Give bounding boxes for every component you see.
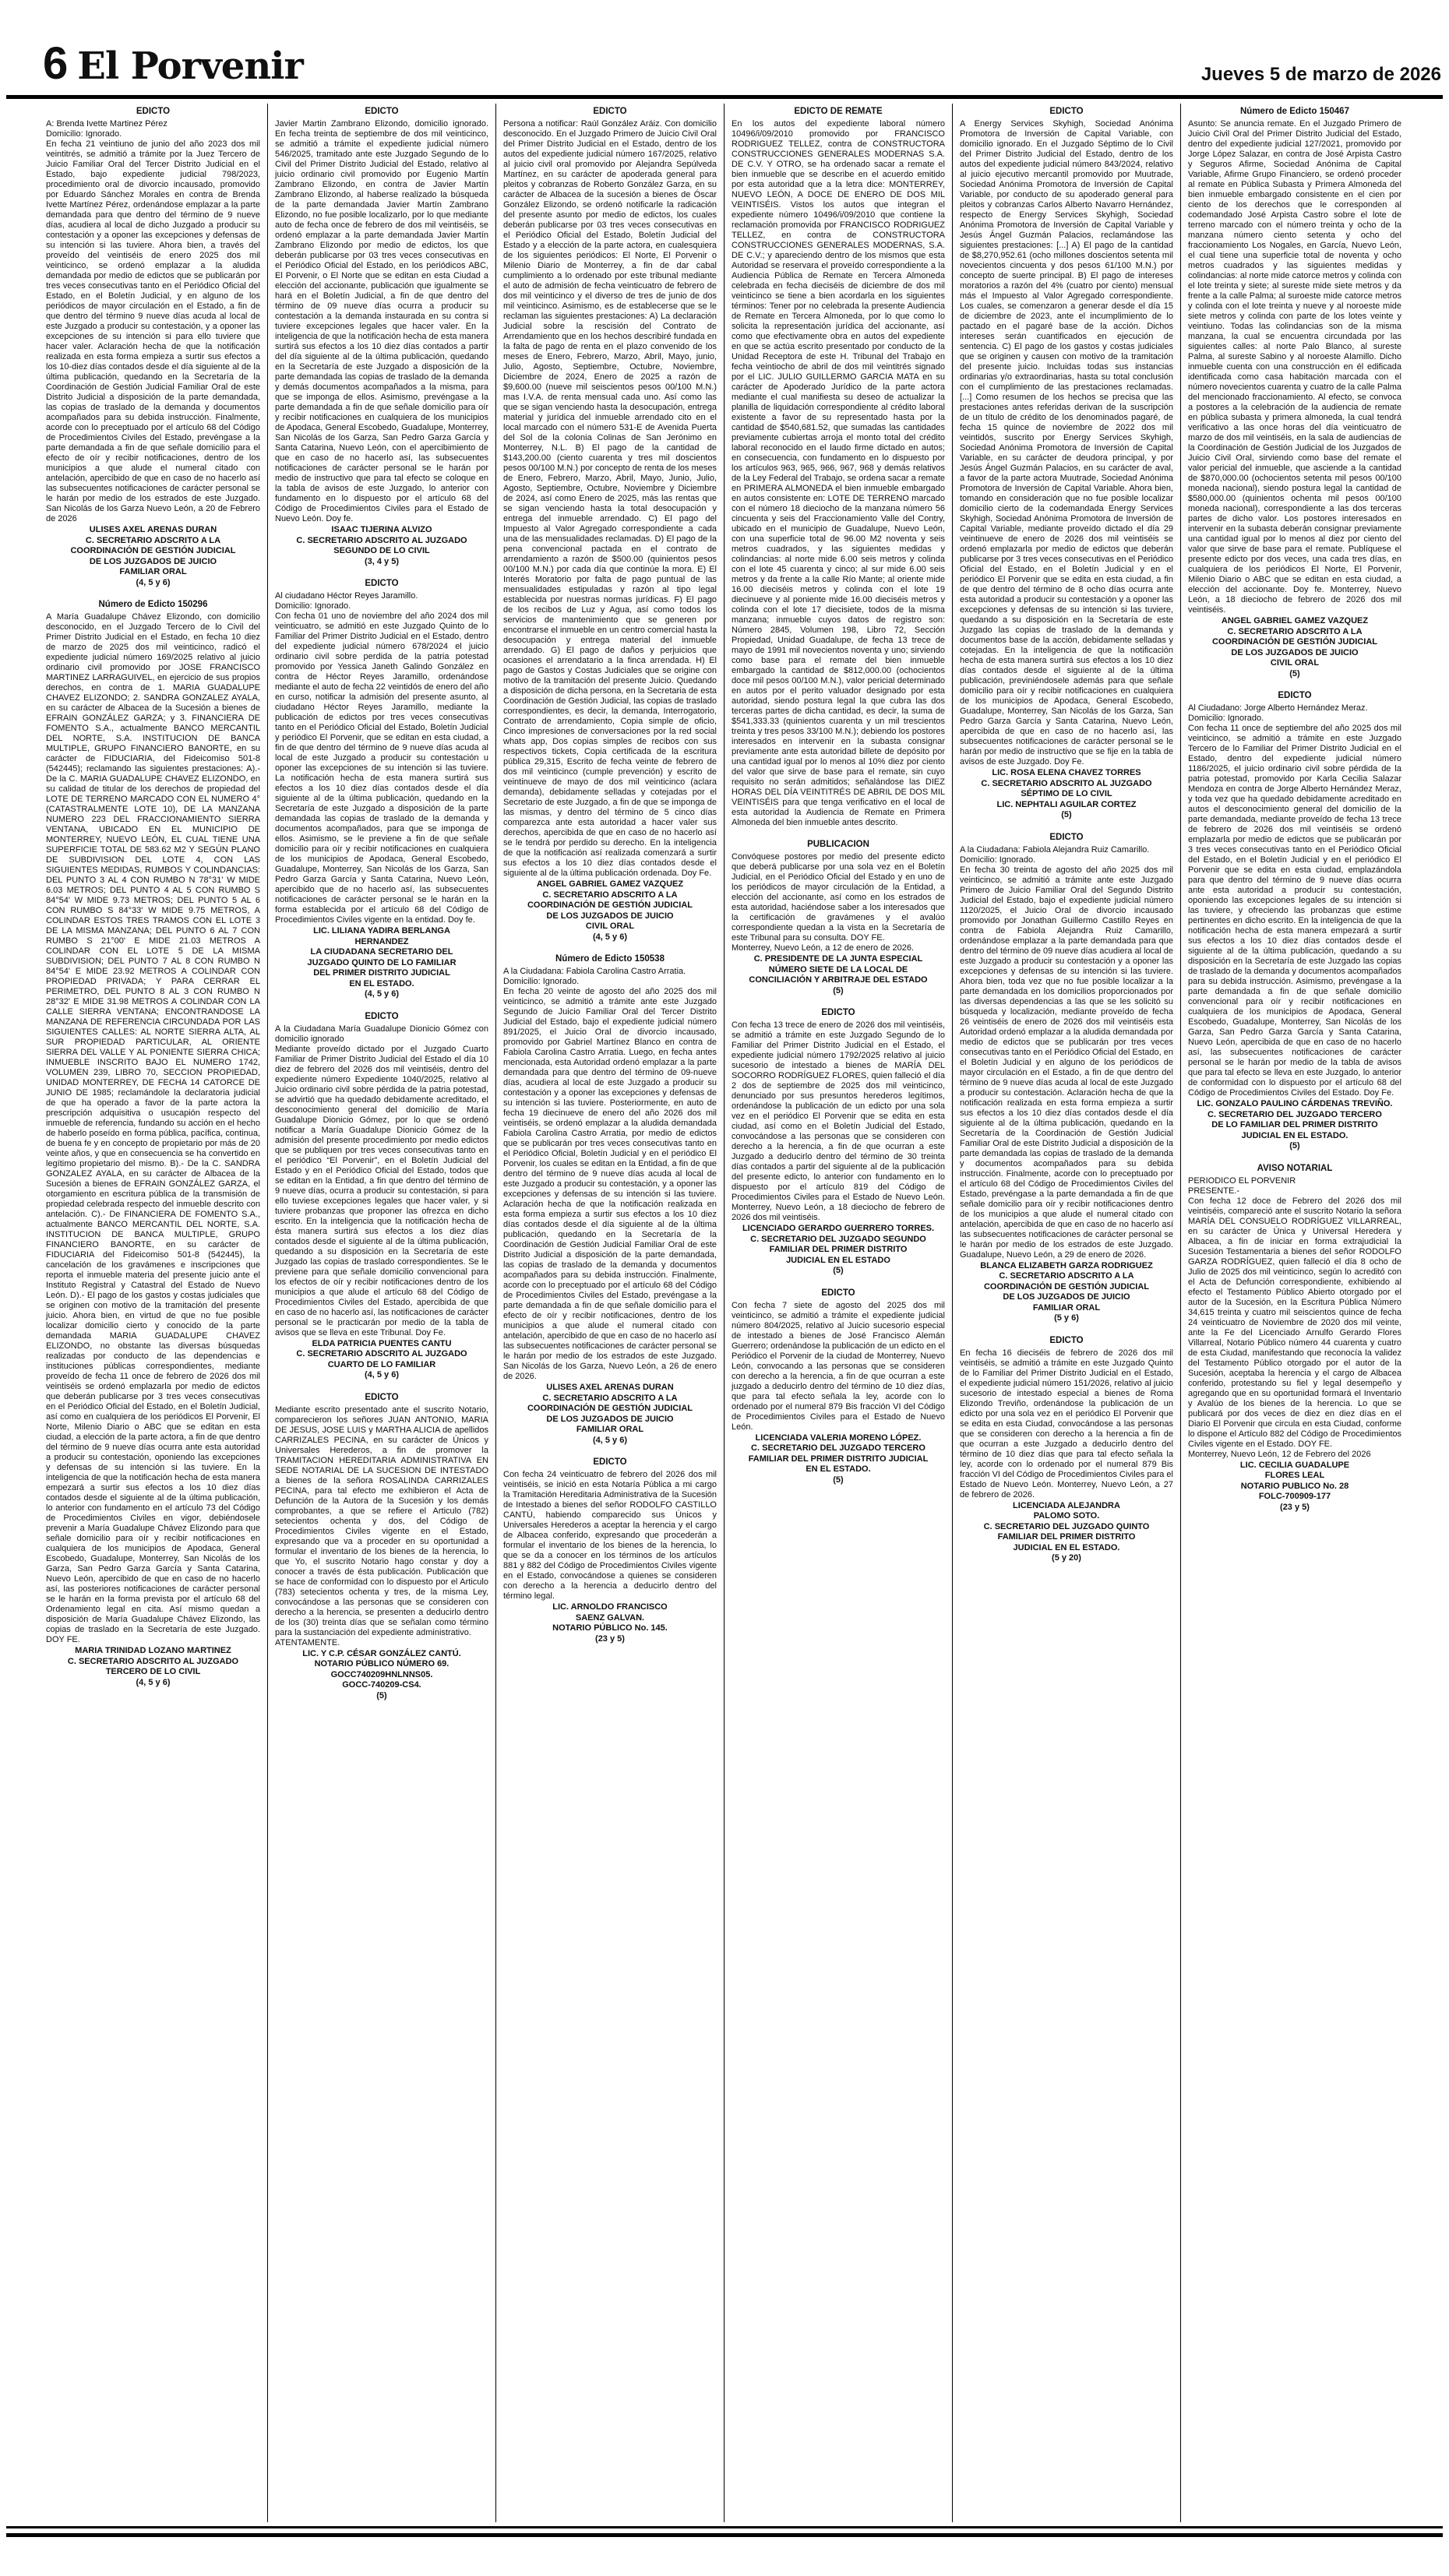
edicto-paragraph: En fecha 16 dieciséis de febrero de 2026 dos mil veintiséis, se admitió a trámite en este Juzgado Quinto de lo Familiar del Primer Distrito Judicial en el Estado, el expediente judicial número 151/2026, relativo al juicio sucesorio de intestado especial a bienes de Roma Elizondo Treviño, ordenándose la publicación de un edicto por una sola vez en el periódico El Porvenir que se edita en esta Ciudad, convocándose a las personas que se consideren con derecho a la herencia a fin de que ocurran a este Juzgado a deducirlo dentro del término de 10 diez días que para tal efecto señala la ley, acorde con lo ordenado por el numeral 879 Bis fracción VI del Código de Procedimientos Civiles para el Estado de Nuevo León. Monterrey, Nuevo León, a 27 de febrero de 2026. <box>960 1348 1173 1499</box>
edicto-paragraph: En fecha 20 veinte de agosto del año 2025 dos mil veinticinco, se admitió a trámite ante este Juzgado Segundo de Juicio Familiar Oral del Tercer Distrito Judicial del Estado, bajo el expediente judicial número 891/2025, el Juicio Oral de divorcio incausado, promovido por Gabriel Martínez Blanco en contra de Fabiola Carolina Castro Arratia. Luego, en fecha antes mencionada, esta Autoridad ordenó emplazar a la parte demandada para que dentro del término de 09-nueve días, acudiera al local de este Juzgado a producir su contestación y a oponer las excepciones y defensas de su intención si las tuviere. Posteriormente, en auto de fecha 19 diecinueve de enero del año 2026 dos mil veintiséis, se ordenó emplazar a la aludida demandada Fabiola Carolina Castro Arratia, por medio de edictos que se publicarán por tres veces consecutivas tanto en el Periódico Oficial, Boletín Judicial y en el periódico El Porvenir, los cuales se editan en la Entidad, a fin de que dentro del término de 9 nueve días acuda al local de este Juzgado a producir su contestación, y a oponer las excepciones y defensas de su intención si las tuviere. Aclaración hecha de que la notificación realizada en esta forma empieza a surtir sus efectos a los 10 diez días contados desde el día siguiente al de la última publicación, quedando en la Secretaría de la Coordinación de Gestión Judicial Familiar Oral de este Distrito Judicial a disposición de la parte demandada, las copias de traslado de la demanda y documentos acompañados para su debida instrucción. Finalmente, acorde con lo preceptuado por el artículo 68 del Código de Procedimientos Civiles del Estado, prevéngase a la parte demandada a fin de que señale domicilio para el efecto de oír y recibir notificaciones, dentro de los municipios a que alude el numeral citado con antelación, apercibido de que en caso de no hacerlo así las subsecuentes notificaciones de carácter personal se le harán por medio de los estrados de este Juzgado. San Nicolás de los Garza, Nuevo León, a 26 de enero de 2026. <box>503 987 717 1381</box>
edicto-paragraph: Con fecha 24 veinticuatro de febrero del 2026 dos mil veintiséis, se inició en esta Notaría Pública a mi cargo la Tramitación Hereditaria Administrativa de la Sucesión de Intestado a bienes del señor RODOLFO CASTILLO CANTÚ, habiendo comparecido sus Únicos y Universales Herederos a aceptar la herencia y el cargo de Albacea conferido, expresando que procederán a formular el inventario de los bienes de la herencia, lo que se da a conocer en los términos de los artículos 881 y 882 del Código de Procedimientos Civiles vigente en el Estado, convocándose a quienes se consideren con derecho a la herencia a deducirlo dentro del término legal. <box>503 1470 717 1601</box>
edicto-column-4 <box>724 104 952 2522</box>
edicto-signature: LICENCIADO GERARDO GUERRERO TORRES. C. SECRETARIO DEL JUZGADO SEGUNDO FAMILIAR DEL PRIMER DISTRITO JUDICIAL EN EL ESTADO (5) <box>742 1224 935 1275</box>
edicto-paragraph: Mediante escrito presentado ante el suscrito Notario, comparecieron los señores JUAN ANTONIO, MARIA DE JESUS, JOSE LUIS y MARTHA ALICIA de apellidos CARRIZALES PECINA, en su carácter de Únicos y Universales Herederos, a fin de promover la TRAMITACION HEREDITARIA ADMINISTRATIVA EN SEDE NOTARIAL DE LA SUCESION DE INTESTADO a bienes de la señora ROSALINDA CARRIZALES PECINA, para tal efecto me exhibieron el Acta de Defunción de la Autora de la Sucesión y los demás comprobantes, a que se refiere el Articulo (782) setecientos ochenta y dos, del Código de Procedimientos Civiles vigente en el Estado, expresando que va a proceder en su oportunidad a formular el inventario de los bienes de la herencia, lo que Yo, el suscrito Notario hago constar y doy a conocer a través de ésta publicación. Publicación que se hace de conformidad con lo dispuesto por el Articulo (783) setecientos ochenta y tres, de la misma Ley, convocándose a las personas que se consideren con derecho a la herencia, se presenten a deducirlo dentro de los (30) treinta días que se señalan como término para la sustanciación del expediente administrativo. <box>275 1404 488 1637</box>
edicto-column-1 <box>39 104 267 2522</box>
edicto-heading: PUBLICACION <box>807 840 869 849</box>
edicto-signature: BLANCA ELIZABETH GARZA RODRIGUEZ C. SECRETARIO ADSCRITO A LA COORDINACIÓN DE GESTIÓN JUDICIAL DE LOS JUZGADOS DE JUICIO FAMILIAR ORAL (5 y 6) <box>980 1260 1153 1323</box>
footer-rule-thin <box>6 2526 1443 2528</box>
edicto-heading: EDICTO <box>365 579 399 588</box>
edicto-paragraph: Con fecha 11 once de septiembre del año 2025 dos mil veinticinco, se admitió a trámite en este Juzgado Tercero de lo Familiar del Primer Distrito Judicial en el Estado, dentro del expediente judicial número 1186/2025, el juicio ordinario civil sobre pérdida de la patria potestad, promovido por Karla Cecilia Salazar Mendoza en contra de Jorge Alberto Hernández Meraz, y toda vez que ha quedado debidamente acreditado en autos el desconocimiento general del domicilio de la parte demandada, mediante proveído de fecha 13 trece de febrero de 2026 dos mil veintiséis se ordenó emplazarla por medio de edictos que se publicarán por 3 tres veces consecutivas tanto en el Periódico Oficial del Estado, en el Boletín Judicial y en el periódico El Porvenir que se edita en esta ciudad, emplazándola para que dentro del término de 9 nueve días ocurra ante esta autoridad a producir su contestación, oponiendo las excepciones legales de su intención si las tuviere, y ofreciendo las probanzas que estime pertinentes en dicho escrito. En la inteligencia de que la notificación hecha de esta manera empezará a surtir sus efectos a los 10 diez días contados desde el siguiente al de la última publicación, quedando a su disposición en la Secretaría de este Juzgado las copias de traslado de la demanda y documentos acompañados para su debida instrucción. Asimismo, prevéngase a la parte demandada a fin de que señale domicilio convencional para oír y recibir notificaciones en cualquiera de los municipios de Apodaca, General Escobedo, Guadalupe, Monterrey, San Nicolás de los Garza, San Pedro Garza García y Santa Catarina, Nuevo León, apercibida de que en caso de no hacerlo así, las subsecuentes notificaciones de carácter personal se le harán por medio de la tabla de avisos que para tal efecto se lleva en este Juzgado, lo anterior de conformidad con lo dispuesto por el artículo 68 del Código de Procedimientos Civiles del Estado. Doy Fe. <box>1188 724 1401 1098</box>
edicto-signature: ULISES AXEL ARENAS DURAN C. SECRETARIO ADSCRITO A LA COORDINACIÓN DE GESTIÓN JUDICIAL DE LOS JUZGADOS DE JUICIO FAMILIAR ORAL (4, 5 y 6) <box>70 525 236 587</box>
edicto-column-6 <box>1180 104 1408 2522</box>
edicto-signature: ELDA PATRICIA PUENTES CANTU C. SECRETARIO ADSCRITO AL JUZGADO CUARTO DE LO FAMILIAR (4, 5 y 6) <box>296 1338 467 1380</box>
edicto-paragraph: En fecha 21 veintiuno de junio del año 2023 dos mil veintitrés, se admitió a trámite por la Juez Tercero de Juicio Familiar Oral del Tercer Distrito Judicial en el Estado, bajo expediente judicial 798/2023, procedimiento oral de divorcio incausado, promovido por Eduardo Sánchez Morales en contra de Brenda Ivette Martínez Pérez, ordenándose emplazar a la parte demandada para que dentro del término de 9 nueve días, acudiera al local de dicho Juzgado a producir su contestación y a oponer las excepciones y defensas de su intención si las tuviere. Ahora bien, a través del proveído del veintiséis de enero 2025 dos mil veinticinco, se ordenó emplazar a la aludida demandada por medio de edictos que se publicarán por tres veces consecutivas tanto en el Periódico Oficial del Estado, en el Boletín Judicial, y en alguno de los periódicos de mayor circulación en el Estado, a fin de que dentro del término 9 nueve días acuda al local de este Juzgado a producir su contestación, y a oponer las excepciones de su intención si para ello tuviere que hacer valer. Aclaración hecha de que la notificación realizada en esta forma empieza a surtir sus efectos a los 10-diez días contados desde el día siguiente al de la última publicación, quedando en la Secretaría de la Coordinación de Gestión Judicial Familiar Oral de este Distrito Judicial a disposición de la parte demandada, las copias de traslado de la demanda y documentos acompañados para su debida instrucción. Finalmente, acorde con lo preceptuado por el artículo 68 del Código de Procedimientos Civiles del Estado, prevéngase a la parte demandada a fin de que señale domicilio para el efecto de oír y recibir notificaciones, dentro de los municipios a que alude el numeral citado con antelación, apercibido de que en caso de no hacerlo así las subsecuentes notificaciones de carácter personal se le harán por medio de los estrados de este Juzgado. San Nicolás de los Garza Nuevo León, a 20 de Febrero de 2026 <box>46 139 260 523</box>
edicto-paragraph: Domicilio: Ignorado. <box>275 601 351 611</box>
edicto-paragraph: Al Ciudadano: Jorge Alberto Hernández Meraz. <box>1188 703 1368 713</box>
issue-date: Jueves 5 de marzo de 2026 <box>1200 64 1441 85</box>
edicto-signature: LICENCIADA VALERIA MORENO LÓPEZ. C. SECRETARIO DEL JUZGADO TERCERO FAMILIAR DEL PRIMER DISTRITO JUDICIAL EN EL ESTADO. (5) <box>748 1432 929 1485</box>
header-rule <box>6 95 1443 99</box>
edicto-paragraph: PRESENTE.- <box>1188 1186 1240 1196</box>
edicto-heading: EDICTO DE REMATE <box>794 107 883 116</box>
edicto-signature: ANGEL GABRIEL GAMEZ VAZQUEZ C. SECRETARIO ADSCRITO A LA COORDINACIÓN DE GESTIÓN JUDICIAL DE LOS JUZGADOS DE JUICIO CIVIL ORAL (5) <box>1211 616 1378 678</box>
edicto-heading: EDICTO <box>821 1008 855 1017</box>
edicto-paragraph: En los autos del expediente laboral número 10496/i/09/2010 promovido por FRANCISCO RODRIGUEZ TELLEZ, contra de CONSTRUCTORA CONSTRUCCIONES GENERALES MODERNAS S.A. DE C.V. Y OTRO, se ha ordenado sacar a remate el bien inmueble que se describe en el acuerdo emitido por esta autoridad que a la letra dice: MONTERREY, NUEVO LEÓN, A DOCE DE ENERO DE DOS MIL VEINTISÉIS. Vistos los autos que integran el expediente número 10496/i/09/2010 que contiene la reclamación promovida por FRANCISCO RODRIGUEZ TELLEZ, en contra de CONSTRUCTORA CONSTRUCCIONES GENERALES MODERNAS, S.A. DE C.V.; y apareciendo dentro de los mismos que esta Autoridad se reservara el proveído correspondiente a la Audiencia Pública de Remate en Tercera Almoneda celebrada en fecha dieciséis de diciembre de dos mil veinticinco se tiene a bien acordarla en los siguientes términos: Tener por no celebrada la presente Audiencia de Remate en Tercera Almoneda, por lo que como lo solicita la representación jurídica del accionante, así como que efectivamente obra en autos del expediente en que se actúa escrito presentado por conducto de la Unidad Receptora de este H. Tribunal del Trabajo en fecha veintiocho de abril de dos mil veintitrés signado por el LIC. JULIO GUILLERMO GARCIA MATA en su carácter de Apoderado Jurídico de la parte actora mediante el cual manifiesta su deseo de actualizar la planilla de liquidación correspondiente al crédito laboral existente a favor de su representado hasta por la cantidad de $540,681.52, que sumadas las cantidades previamente cubiertas arroja el monto total del crédito laboral reconocido en el laudo firme dictado en autos; en consecuencia, con fundamento en lo dispuesto por los artículos 963, 965, 966, 967, 968 y demás relativos de la Ley Federal del Trabajo, se ordena sacar a remate en PRIMERA ALMONEDA el bien inmueble embargado en autos consistente en: LOTE DE TERRENO marcado con el número 18 dieciocho de la manzana número 56 cincuenta y seis del Fraccionamiento Valle del Contry, ubicado en el municipio de Guadalupe, Nuevo León, con una superficie total de 96.00 M2 noventa y seis metros cuadrados, y las siguientes medidas y colindancias: al norte mide 6.00 seis metros y colinda con el lote 45 cuarenta y cinco; al sur mide 6.00 seis metros y da frente a la calle Río Mante; al oriente mide 16.00 dieciséis metros y colinda con el lote 19 diecinueve y al poniente mide 16.00 dieciséis metros y colinda con el lote 17 diecisiete, todos de la misma manzana; inmueble cuyos datos de registro son: Número 2845, Volumen 198, Libro 72, Sección Propiedad, Unidad Guadalupe, de fecha 13 trece de mayo de 1991 mil novecientos noventa y uno; sirviendo como base para el remate del bien inmueble embargado la cantidad de $812,000.00 (ochocientos doce mil pesos 00/100 M.N.), valor pericial determinado en autos por el perito valuador designado por esta autoridad, siendo postura legal la que cubra las dos terceras partes de dicha cantidad, es decir, la suma de $541,333.33 (quinientos cuarenta y un mil trescientos treinta y tres pesos 33/100 M.N.); debiendo los postores interesados en intervenir en la subasta consignar previamente ante esta autoridad billete de depósito por una cantidad igual por lo menos al 10% diez por ciento del valor que sirve de base para el remate, sin cuyo requisito no serán admitidos; señalándose las DIEZ HORAS DEL DÍA VEINTITRÉS DE ABRIL DE DOS MIL VEINTISÉIS para que tenga verificativo en el local de esta autoridad la Audiencia de Remate en Primera Almoneda del bien inmueble antes descrito. <box>732 119 945 827</box>
edicto-paragraph: A María Guadalupe Chávez Elizondo, con domicilio desconocido, en el Juzgado Tercero de lo Civil del Primer Distrito Judicial en el Estado, en fecha 10 diez de marzo de 2025 dos mil veinticinco, radicó el expediente judicial número 169/2025 relativo al juicio ordinario civil promovido por JOSE FRANCISCO MARTINEZ LARRAGUIVEL, en ejercicio de sus propios derechos, en contra de 1. MARIA GUADALUPE CHAVEZ ELIZONDO; 2. SANDRA GONZALEZ AYALA, en su carácter de Albacea de la Sucesión a bienes de EFRAIN GONZÁLEZ GARZA; y 3. FINANCIERA DE FOMENTO S.A., actualmente BANCO MERCANTIL DEL NORTE, S.A. INSTITUCION DE BANCA MULTIPLE, GRUPO FINANCIERO BANORTE, en su carácter de FIDUCIARIA, del Fideicomiso 501-8 (542445); reclamando las siguientes prestaciones: A).- De la C. MARIA GUADALUPE CHAVEZ ELIZONDO, en su calidad de titular de los derechos de propiedad del LOTE DE TERRENO MARCADO CON EL NUMERO 4° (CATASTRALMENTE LOTE 10), DE LA MANZANA NUMERO 223 DEL FRACCIONAMIENTO SIERRA VENTANA, UBICADO EN EL MUNICIPIO DE MONTERREY, NUEVO LEÓN, EL CUAL TIENE UNA SUPERFICIE TOTAL DE 583.62 M2 Y SEGÚN PLANO DE SUBDIVISION DEL LOTE 4, CON LAS SIGUIENTES MEDIDAS, RUMBOS Y COLINDANCIAS: DEL PUNTO 3 AL 4 CON RUMBO N 78°31' W MIDE 6.03 METROS; DEL PUNTO 4 AL 5 CON RUMBO S 84°54' W MIDE 9.73 METROS; DEL PUNTO 5 AL 6 CON RUMBO S 84°33' W MIDE 9.75 METROS, A COLINDAR ESTOS TRES TRAMOS CON EL LOTE 3 DE LA MISMA MANZANA; DEL PUNTO 6 AL 7 CON RUMBO S 21°00' E MIDE 21.03 METROS A COLINDAR CON EL LOTE 5 DE LA MISMA SUBDIVISION; DEL PUNTO 7 AL 8 CON RUMBO N 84°54' E MIDE 23.92 METROS A COLINDAR CON PROPIEDAD PRIVADA; Y PARA CERRAR EL PERIMETRO, DEL PUNTO 8 AL 3 CON RUMBO N 28°32' E MIDE 31.98 METROS A COLINDAR CON LA CALLE SIERRA VENTANA; ENCONTRANDOSE LA MANZANA DE REFERENCIA CIRCUNDADA POR LAS SIGUIENTES CALLES: AL NORTE SIERRA ALTA, AL SUR PROPIEDAD PARTICULAR, AL ORIENTE SIERRA DEL VALLE Y AL PONIENTE SIERRA CHICA; INMUEBLE INSCRITO BAJO EL NUMERO 1742, VOLUMEN 239, LIBRO 70, SECCION PROPIEDAD, UNIDAD MONTERREY, DE FECHA 14 CATORCE DE JUNIO DE 1985; reclamándole la declaratoria judicial de que ha operado a favor de la parte actora la prescripción adquisitiva o usucapión respecto del inmueble de referencia, fundando su acción en el hecho de haberlo poseído en forma pública, pacífica, continua, de buena fe y en concepto de propietario por más de 20 veinte años, y que en consecuencia se ha convertido en legítimo propietario del mismo. B).- De la C. SANDRA GONZALEZ AYALA, en su carácter de Albacea de la Sucesión a bienes de EFRAIN GONZÁLEZ GARZA, el otorgamiento en escritura pública de la transmisión de propiedad celebrada respecto del inmueble descrito con antelación. C).- De FINANCIERA DE FOMENTO S.A., actualmente BANCO MERCANTIL DEL NORTE, S.A. INSTITUCION DE BANCA MULTIPLE, GRUPO FINANCIERO BANORTE, en su carácter de FIDUCIARIA del Fideicomiso 501-8 (542445), la cancelación de los gravámenes e inscripciones que reporta el inmueble materia del presente juicio ante el Instituto Registral y Catastral del Estado de Nuevo León. D).- El pago de los gastos y costas judiciales que se originen con motivo de la tramitación del presente juicio. Ahora bien, en virtud de que no fue posible localizar domicilio cierto y conocido de la parte demandada MARIA GUADALUPE CHAVEZ ELIZONDO, no obstante las diversas búsquedas realizadas por conducto de las dependencias e instituciones públicas correspondientes, mediante proveído de fecha 11 once de febrero de 2026 dos mil veintiséis se ordenó emplazarla por medio de edictos que deberán publicarse por 3 tres veces consecutivas en el Periódico Oficial del Estado, en el Boletín Judicial, así como en cualquiera de los periódicos El Porvenir, El Norte, Milenio Diario o ABC que se editan en esta ciudad, a elección de la parte actora, a fin de que dentro del término de 9 nueve días ocurra ante esta autoridad a producir su contestación, oponiendo las excepciones y defensas de su intención si las tuviere. En la inteligencia de que la notificación hecha de esta manera empezará a surtir sus efectos a los 10 diez días contados desde el siguiente al de la última publicación, lo anterior con fundamento en el artículo 73 del Código de Procedimientos Civiles en vigor, debiéndosele prevenir a María Guadalupe Chávez Elizondo para que señale domicilio para oír y recibir notificaciones en cualquiera de los municipios de Apodaca, General Escobedo, Guadalupe, Monterrey, San Nicolás de los Garza, San Pedro Garza García y Santa Catarina, Nuevo León, apercibido de que en caso de no hacerlo así, las posteriores notificaciones de carácter personal se le harán en la forma prevista por el artículo 68 del Ordenamiento legal en cita. Así mismo quedan a disposición de María Guadalupe Chávez Elizondo, las copias de traslado en la Secretaría de este Juzgado. DOY FE. <box>46 612 260 1644</box>
edicto-paragraph: Monterrey, Nuevo León, 12 de Febrero del 2026 <box>1188 1449 1371 1459</box>
edicto-heading: EDICTO <box>1278 691 1312 700</box>
newspaper-masthead: El Porvenir <box>77 44 303 88</box>
edicto-column-3 <box>495 104 724 2522</box>
edicto-paragraph: Asunto: Se anuncia remate. En el Juzgado Primero de Juicio Civil Oral del Primer Distrito Judicial del Estado, dentro del expediente judicial 127/2021, promovido por Jorge López Salazar, en contra de José Arpista Castro y Seguros Afirme, Sociedad Anónima de Capital Variable, Afirme Grupo Financiero, se ordenó proceder al remate en Pública Subasta y Primera Almoneda del bien inmueble embargado consistente en el cien por ciento de los derechos que le corresponden al codemandado José Arpista Castro sobre el lote de terreno marcado con el número treinta y ocho de la manzana número ciento setenta y ocho del fraccionamiento Los Nogales, en García, Nuevo León, el cual tiene una superficie total de noventa y ocho metros cuadrados y las siguientes medidas y colindancias: al norte mide catorce metros y colinda con el lote treinta y siete; al sureste mide siete metros y da frente a la calle Palma; al suroeste mide catorce metros y colinda con el lote treinta y nueve y al noroeste mide siete metros y colinda con parte de los lotes veinte y veintiuno. Todas las colindancias son de la misma manzana, la cual se encuentra circundada por las siguientes calles: al norte Palo Blanco, al sureste Palma, al sureste Sabino y al noroeste Alamillo. Dicho inmueble cuenta con una construcción en él edificada identificada como casa habitación marcada con el número novecientos cuarenta y cuatro de la calle Palma del mencionado fraccionamiento. Al efecto, se convoca a postores a la celebración de la audiencia de remate en pública subasta y primera almoneda, la cual tendrá verificativo a las once horas del día veinticuatro de marzo de dos mil veintiséis, en la sala de audiencias de la Coordinación de Gestión Judicial de los Juzgados de Juicio Civil Oral, sirviendo como base del remate el valor pericial del inmueble, que asciende a la cantidad de $870,000.00 (ochocientos setenta mil pesos 00/100 moneda nacional), siendo postura legal la cantidad de $580,000.00 (quinientos ochenta mil pesos 00/100 moneda nacional), correspondiente a las dos terceras partes de dicho valor. Los postores interesados en intervenir en la subasta deberán consignar previamente una cantidad igual por lo menos al diez por ciento del valor que sirve de base para el remate. Publíquese el presente edicto por dos veces, una cada tres días, en cualquiera de los periódicos El Norte, El Porvenir, Milenio Diario o ABC que se editan en esta ciudad, a elección del accionante. Doy fe. Monterrey, Nuevo León, a 18 dieciocho de febrero de 2026 dos mil veintiséis. <box>1188 119 1401 615</box>
edicto-signature: LIC. ARNOLDO FRANCISCO SAENZ GALVAN. NOTARIO PÚBLICO No. 145. (23 y 5) <box>552 1602 668 1644</box>
edicto-paragraph: Domicilio: Ignorado. <box>1188 714 1264 723</box>
edicto-paragraph: PERIODICO EL PORVENIR <box>1188 1175 1296 1186</box>
footer-rule-thick <box>6 2533 1443 2537</box>
edicto-column-5 <box>952 104 1180 2522</box>
edicto-signature: C. PRESIDENTE DE LA JUNTA ESPECIAL NÚMERO SIETE DE LA LOCAL DE CONCILIACIÓN Y ARBITRAJE DEL ESTADO (5) <box>749 954 928 996</box>
edicto-heading: Número de Edicto 150538 <box>555 954 665 964</box>
edicto-heading: EDICTO <box>365 107 399 116</box>
edicto-paragraph: Domicilio: Ignorado. <box>46 129 122 139</box>
edicto-signature: LICENCIADA ALEJANDRA PALOMO SOTO. C. SECRETARIO DEL JUZGADO QUINTO FAMILIAR DEL PRIMER DISTRITO JUDICIAL EN EL ESTADO. (5 y 20) <box>983 1500 1150 1563</box>
edicto-heading: EDICTO <box>1049 1335 1084 1345</box>
edicto-column-2 <box>267 104 495 2522</box>
edicto-heading: EDICTO <box>136 107 171 116</box>
edicto-heading: Número de Edicto 150467 <box>1240 107 1349 116</box>
edicto-signature: ULISES AXEL ARENAS DURAN C. SECRETARIO ADSCRITO A LA COORDINACIÓN DE GESTIÓN JUDICIAL DE LOS JUZGADOS DE JUICIO FAMILIAR ORAL (4, 5 y 6) <box>527 1383 693 1445</box>
page-number: 6 <box>43 38 67 89</box>
edicto-signature: LIC. LILIANA YADIRA BERLANGA HERNANDEZ LA CIUDADANA SECRETARIO DEL JUZGADO QUINTO DE LO FAMILIAR DEL PRIMER DISTRITO JUDICIAL EN EL ESTADO. (4, 5 y 6) <box>307 926 457 999</box>
edicto-paragraph: Persona a notificar: Raúl González Aráiz. Con domicilio desconocido. En el Juzgado Primero de Juicio Civil Oral del Primer Distrito Judicial en el Estado, dentro de los autos del expediente judicial número 167/2025, relativo al juicio civil oral promovido por Alejandra Sepúlveda Martínez, en su carácter de apoderada general para pleitos y cobranzas de Roberto González Garza, en su carácter de Albacea de la sucesión a bienes de Óscar González Elizondo, se ordenó notificarle la radicación del presente asunto por medio de edictos, los cuales deberán publicarse por 03 tres veces consecutivas en el Periódico Oficial del Estado, Boletín Judicial del Estado y a elección de la parte actora, en cualesquiera de los siguientes periódicos: El Norte, El Porvenir o Milenio Diario de Monterrey, a fin de dar cabal cumplimiento a lo ordenado por este tribunal mediante el auto de admisión de fecha veinticuatro de febrero de dos mil veinticinco y el diverso de tres de junio de dos mil veinticinco. Asimismo, es de establecerse que se le reclaman las siguientes prestaciones: A) La declaración Judicial sobre la rescisión del Contrato de Arrendamiento que en los hechos describiré fundada en la falta de pago de renta en el plazo convenido de los meses de Enero, Febrero, Marzo, Abril, Mayo, junio, Julio, Agosto, Septiembre, Octubre, Noviembre, Diciembre de 2024, Enero de 2025 a razón de $9,600.00 (nueve mil seiscientos pesos 00/100 M.N.) mas I.V.A. de renta mensual cada uno. Así como las que se sigan venciendo hasta la desocupación, entrega material y jurídica del inmueble arrendado cito en el local marcado con el número 531-E de Avenida Puerta del Sol de la colonia Colinas de San Jerónimo en Monterrey, N.L. B) El pago de la cantidad de $143,200.00 (ciento cuarenta y tres mil doscientos pesos 00/100 M.N.) por concepto de renta de los meses de Enero, Febrero, Marzo, Abril, Mayo, Junio, Julio, Agosto, Septiembre, Octubre, Noviembre y Diciembre de 2024, así como Enero de 2025, más las rentas que se sigan venciendo hasta la total desocupación y entrega del inmueble arrendado. C) El pago del Impuesto al Valor Agregado correspondiente a cada una de las mensualidades reclamadas. D) El pago de la pena convencional pactada en el contrato de arrendamiento a razón de $500.00 (quinientos pesos 00/100 M.N.) por cada día que continúe la mora. E) El Interés Moratorio por falta de pago puntual de las mensualidades estipuladas y razón al tipo legal establecida por nuestras normas jurídicas. F) El pago de los recibos de Luz y Agua, así como todos los servicios de mantenimiento que se generen por encontrarse el inmueble en un centro comercial hasta la desocupación y entrega material del inmueble arrendado. G) El pago de daños y perjuicios que ocasiones el arrendatario a la finca arrendada. H) El pago de Gastos y Costas Judiciales que se origine con motivo de la tramitación del presente Juicio. Quedando a disposición de dicha persona, en la Secretaria de esta Coordinación de Gestión Judicial, las copias de traslado correspondientes, es decir, la demanda, Interrogatorio, Contrato de arrendamiento, Copia simple de oficio, Cinco impresiones de conversaciones por la red social whats app, Dos copias simples de recibos con sus respectivos tickets, Copia certificada de la escritura pública 29,315, Escrito de fecha veinte de febrero de dos mil veinticinco (cumple prevención) y escrito de veintinueve de mayo de dos mil veinticinco (aclara demanda), debidamente selladas y cotejadas por el Secretario de este Juzgado, a fin de que se imponga de las mismas, y dentro del término de 5 cinco días comparezca ante esta autoridad a hacer valer sus derechos, apercibida de que en caso de no hacerlo así se le tendrá por perdido su derecho. En la inteligencia de que la notificación así realizada comenzará a surtir sus efectos a los 10 diez días contados desde el siguiente al de la última publicación ordenada. Doy Fe. <box>503 119 717 878</box>
edicto-heading: EDICTO <box>821 1288 855 1298</box>
edicto-columns <box>39 104 1412 2522</box>
edicto-heading: Número de Edicto 150296 <box>98 600 208 609</box>
page-header <box>43 37 303 90</box>
edicto-paragraph: Convóquese postores por medio del presente edicto que deberá publicarse por una sola vez en el Boletín Judicial, en el Periódico Oficial del Estado y en uno de los periódicos de mayor circulación de la Entidad, a elección del accionante, así como en los estrados de esta autoridad, haciéndose saber a los interesados que la certificación de gravámenes y el avalúo correspondiente quedan a la vista en la Secretaría de este Tribunal para su consulta. DOY FE. <box>732 852 945 943</box>
edicto-signature: LIC. CECILIA GUADALUPE FLORES LEAL NOTARIO PUBLICO No. 28 FOLC-700909-177 (23 y 5) <box>1239 1460 1350 1512</box>
edicto-paragraph: Domicilio: Ignorado. <box>503 977 580 986</box>
edicto-paragraph: A la Ciudadana María Guadalupe Dionicio Gómez con domicilio ignorado <box>275 1024 488 1044</box>
edicto-heading: EDICTO <box>365 1011 399 1021</box>
edicto-signature: ANGEL GABRIEL GAMEZ VAZQUEZ C. SECRETARIO ADSCRITO A LA COORDINACIÓN DE GESTIÓN JUDICIAL DE LOS JUZGADOS DE JUICIO CIVIL ORAL (4, 5 y 6) <box>527 879 693 942</box>
edicto-heading: EDICTO <box>593 1457 627 1467</box>
edicto-signature: LIC. ROSA ELENA CHAVEZ TORRES C. SECRETARIO ADSCRITO AL JUZGADO SÉPTIMO DE LO CIVIL LIC. NEPHTALI AGUILAR CORTEZ (5) <box>981 768 1152 819</box>
edicto-paragraph: Al ciudadano Héctor Reyes Jaramillo. <box>275 591 418 601</box>
edicto-paragraph: ATENTAMENTE. <box>275 1637 340 1647</box>
edicto-paragraph: A Energy Services Skyhigh, Sociedad Anónima Promotora de Inversión de Capital Variable, con domicilio ignorado. En el Juzgado Séptimo de lo Civil del Primer Distrito Judicial del Estado, dentro de los autos del expediente judicial número 843/2024, relativo al juicio ejecutivo mercantil promovido por Muutrade, Sociedad Anónima Promotora de Inversión de Capital Variable, por conducto de su apoderado general para pleitos y cobranzas Carlos Alberto Navarro Hernández, respecto de Energy Services Skyhigh, Sociedad Anónima Promotora de Inversión de Capital Variable y Jesús Ángel Guzmán Palacios, reclamándose las siguientes prestaciones: [...] A) El pago de la cantidad de $8,270,952.61 (ocho millones doscientos setenta mil novecientos cincuenta y dos pesos 61/100 M.N.) por concepto de suerte principal. B) El pago de intereses moratorios a razón del 4% (cuatro por ciento) mensual más el Impuesto al Valor Agregado correspondiente. Los cuales, se comenzaron a generar desde el día 15 de diciembre de 2023, ante el incumplimiento de lo pactado en el pagaré base de la acción. Dichos intereses serán cuantificados en ejecución de sentencia. C) El pago de los gastos y costas judiciales que se originen y causen con motivo de la tramitación del presente juicio. Incluidas todas sus instancias ordinarias y/o extraordinarias, hasta su total conclusión con el cumplimiento de las prestaciones reclamadas. [...] Como resumen de los hechos se precisa que las prestaciones antes referidas derivan de la suscripción de un título de crédito de los denominados pagaré, de fecha 15 quince de noviembre de 2022 dos mil veintidós, suscrito por Energy Services Skyhigh, Sociedad Anónima Promotora de Inversión de Capital Variable, en su carácter de deudora principal, y por Jesús Ángel Guzmán Palacios, en su carácter de aval, a favor de la parte actora Muutrade, Sociedad Anónima Promotora de Inversión de Capital Variable. Ahora bien, tomando en consideración que no fue posible localizar domicilio cierto de la codemandada Energy Services Skyhigh, Sociedad Anónima Promotora de Inversión de Capital Variable, mediante proveído dictado el día 29 veintinueve de enero de 2026 dos mil veintiséis se ordenó emplazarla por medio de edictos que deberán publicarse por 3 tres veces consecutivas en el Periódico Oficial del Estado, en el Boletín Judicial y en el periódico El Porvenir que se edita en esta ciudad, a fin de que dentro del término de 8 ocho días ocurra ante esta autoridad a producir su contestación y a oponer las excepciones y defensas de su intención si las tuviere, quedando a su disposición en la Secretaría de este Juzgado las copias de traslado de la demanda y documentos base de la acción, debidamente selladas y cotejadas. En la inteligencia de que la notificación hecha de esta manera surtirá sus efectos a los 10 diez días contados desde el siguiente al de la última publicación, previniéndosele además para que señale domicilio para oír y recibir notificaciones en cualquiera de los municipios de Apodaca, General Escobedo, Guadalupe, Monterrey, San Nicolás de los Garza, San Pedro Garza García y Santa Catarina, Nuevo León, apercibida de que en caso de no hacerlo así, las subsecuentes notificaciones de carácter personal se le harán por medio de instructivo que se fije en la tabla de avisos de este Juzgado. Doy Fe. <box>960 119 1173 766</box>
edicto-paragraph: A: Brenda Ivette Martinez Pérez <box>46 119 167 129</box>
edicto-paragraph: A la Ciudadana: Fabiola Carolina Castro Arratia. <box>503 967 686 976</box>
edicto-signature: ISAAC TIJERINA ALVIZO C. SECRETARIO ADSCRITO AL JUZGADO SEGUNDO DE LO CIVIL (3, 4 y 5) <box>296 525 467 566</box>
edicto-paragraph: Con fecha 12 doce de Febrero del 2026 dos mil veintiséis, compareció ante el suscrito Notario la señora MARÍA DEL CONSUELO RODRÍGUEZ VILLARREAL, en su carácter de Única y Universal Heredera y Albacea, a fin de iniciar en forma extrajudicial la Sucesión Testamentaria a bienes del señor RODOLFO GARZA RODRÍGUEZ, quien falleció el día 8 ocho de Julio de 2025 dos mil veinticinco, según lo acreditó con el Acta de Defunción correspondiente, exhibiendo al efecto el Testamento Público Abierto otorgado por el autor de la Sucesión, en la Escritura Pública Número 34,615 treinta y cuatro mil seiscientos quince de fecha 24 veinticuatro de Noviembre de 2020 dos mil veinte, ante la Fe del Licenciado Arnulfo Gerardo Flores Villarreal, Notario Público número 44 cuarenta y cuatro de esta Ciudad, manifestando que reconocía la validez del Testamento Público otorgado por el autor de la Sucesión, aceptaba la herencia y el cargo de Albacea conferido, protestando su fiel y legal desempeño y agregando que en su oportunidad formará el Inventario y Avalúo de los bienes de la herencia. Lo que se publicará por dos veces de diez en diez días en el Diario El Porvenir que circula en esta Ciudad, conforme lo dispone el Artículo 882 del Código de Procedimientos Civiles vigente en el Estado. DOY FE. <box>1188 1196 1401 1449</box>
edicto-heading: AVISO NOTARIAL <box>1257 1163 1333 1173</box>
edicto-paragraph: Javier Martin Zambrano Elizondo, domicilio ignorado. En fecha treinta de septiembre de dos mil veinticinco, se admitió a trámite el expediente judicial número 546/2025, tramitado ante este Juzgado Segundo de lo Civil del Primer Distrito Judicial del Estado, relativo al juicio ordinario civil promovido por Eugenio Martín Zambrano Elizondo, en contra de Javier Martín Zambrano Elizondo, al haberse realizado la búsqueda de la parte demandada Javier Martín Zambrano Elizondo, no fue posible localizarlo, por lo que mediante auto de fecha once de febrero de dos mil veintiséis, se ordenó emplazar a la parte demandada Javier Martín Zambrano Elizondo por medio de edictos, los que deberán publicarse por 03 tres veces consecutivas en el Periódico Oficial del Estado, en los periódicos ABC, El Porvenir, o El Norte que se editan en esta Ciudad a elección del accionante, publicación que igualmente se hará en el Boletín Judicial, a fin de que dentro del término de 09 nueve días ocurra a producir su contestación a la demanda instaurada en su contra si tuviere excepciones legales que hacer valer. En la inteligencia de que la notificación hecha de esta manera surtirá sus efectos a los 10 diez días contados a partir del día siguiente al de la última publicación, quedando en la Secretaría de este Juzgado a disposición de la parte demandada las copias de traslado de la demanda y demás documentos acompañados a la misma, para que se imponga de ellos. Asimismo, prevéngase a la parte demandada a fin de que señale domicilio para oír y recibir notificaciones en cualquiera de los municipios de Apodaca, General Escobedo, Guadalupe, Monterrey, San Nicolás de los Garza, San Pedro Garza García y Santa Catarina, Nuevo León, con el apercibimiento de que en caso de no hacerlo así, las subsecuentes notificaciones de carácter personal se le harán por medio de instructivo que para tal efecto se coloque en la tabla de avisos de este Juzgado, lo anterior con fundamento en lo dispuesto por el artículo 68 del Código de Procedimientos Civiles para el Estado de Nuevo León. Doy fe. <box>275 119 488 523</box>
edicto-signature: LIC. Y C.P. CÉSAR GONZÁLEZ CANTÚ. NOTARIO PÚBLICO NÚMERO 69. GOCC740209HNLNNS05. GOCC-740209-CS4. (5) <box>302 1648 461 1700</box>
edicto-paragraph: Con fecha 01 uno de noviembre del año 2024 dos mil veinticuatro, se admitió en este Juzgado Quinto de lo Familiar del Primer Distrito Judicial en el Estado, dentro del expediente judicial número 678/2024 el juicio ordinario civil sobre perdida de la patria potestad promovido por Yessica Janeth Galindo González en contra de Héctor Reyes Jaramillo, ordenándose mediante el auto de fecha 22 veintidós de enero del año en curso, notificar la admisión del presente asunto, al ciudadano Héctor Reyes Jaramillo, mediante la publicación de edictos por tres veces consecutivas tanto en el Periódico Oficial del Estado, Boletín Judicial y periódico El Porvenir, que se editan en esta ciudad, a fin de que dentro del término de 9 nueve días acuda al local de este Juzgado a producir su contestación u oponer las excepciones de su intención si las tuviere. La notificación hecha de esta manera surtirá sus efectos a los 10 diez días contados desde el día siguiente al de la última publicación, quedando en la Secretaría de este Juzgado a disposición de la parte demandada las copias de traslado de la demanda y documentos acompañados, para que se imponga de ellos. Asimismo, se le previene a fin de que señale domicilio para oír y recibir notificaciones en cualquiera de los municipios de Apodaca, General Escobedo, Guadalupe, Monterrey, San Nicolás de los Garza, San Pedro Garza García y Santa Catarina, Nuevo León, apercibido que de no hacerlo así, las subsecuentes notificaciones de carácter personal se le harán en la forma establecida por el artículo 68 del Código de Procedimientos Civiles vigente en la entidad. Doy fe. <box>275 611 488 925</box>
edicto-heading: EDICTO <box>1049 107 1084 116</box>
edicto-paragraph: Con fecha 7 siete de agosto del 2025 dos mil veinticinco, se admitió a trámite el expediente judicial número 804/2025, relativo al Juicio sucesorio especial de intestado a bienes de José Francisco Alemán Guerrero; ordenándose la publicación de un edicto en el Periódico el Porvenir de la ciudad de Monterrey, Nuevo León, convocando a las personas que se consideren con derecho a la herencia, a fin de que ocurran a este juzgado a deducirlo dentro del término de 10 diez días, que para tal efecto señala la ley, acorde con lo ordenado por el numeral 879 Bis fracción VI del Código de Procedimientos Civiles para el Estado de Nuevo León. <box>732 1300 945 1432</box>
edicto-signature: LIC. GONZALO PAULINO CÁRDENAS TREVIÑO. C. SECRETARIO DEL JUZGADO TERCERO DE LO FAMILIAR DEL PRIMER DISTRITO JUDICIAL EN EL ESTADO. (5) <box>1197 1099 1393 1151</box>
edicto-paragraph: A la Ciudadana: Fabiola Alejandra Ruiz Camarillo. <box>960 844 1150 855</box>
edicto-heading: EDICTO <box>593 107 627 116</box>
edicto-paragraph: Mediante proveído dictado por el Juzgado Cuarto Familiar de Primer Distrito Judicial del Estado el día 10 diez de febrero del 2026 dos mil veintiséis, dentro del expediente número Expediente 1040/2025, relativo al Juicio ordinario civil sobre pérdida de la patria potestad, se advirtió que ha quedado debidamente acreditado, el desconocimiento general del domicilio de María Guadalupe Dionicio Gómez, por lo que se ordenó notificar a María Guadalupe Dionicio Gómez de la admisión del presente procedimiento por medio edictos que se publiquen por tres veces consecutivas tanto en el periódico “El Porvenir”, en el Boletín Judicial del Estado y en el Periódico Oficial del Estado, todos que se editan en la Entidad, a fin que dentro del término de 9 nueve días, ocurra a producir su contestación, si para ello tuviese excepciones legales que hacer valer, y si tuviere probanzas que proponer las ofrezca en dicho escrito. En la inteligencia que la notificación hecha de ésta manera surtirá sus efectos a los diez días contados desde el siguiente al de la última publicación, quedando a su disposición en la Secretaría de este Juzgado las copias de traslado correspondientes. Se le previene para que señale domicilio convencional para los efectos de oír y recibir notificaciones dentro de los municipios a que alude el artículo 68 del Código de Procedimientos Civiles del Estado, apercibida de que en caso de no hacerlo así, las notificaciones de carácter personal se le practicarán por medio de la tabla de avisos que se lleva en este Tribunal. Doy Fe. <box>275 1044 488 1337</box>
edicto-paragraph: Con fecha 13 trece de enero de 2026 dos mil veintiséis, se admitió a trámite en este Juzgado Segundo de lo Familiar del Primer Distrito Judicial en el Estado, el expediente judicial número 1792/2025 relativo al juicio sucesorio de intestado a bienes de MARÍA DEL SOCORRO RODRÍGUEZ FLORES, quien falleció el día 2 dos de septiembre de 2025 dos mil veinticinco, denunciado por sus presuntos herederos legítimos, ordenándose la publicación de un edicto por una sola vez en el periódico El Porvenir que se edita en esta ciudad, así como en el Boletín Judicial del Estado, convocándose a las personas que se consideren con derecho a la herencia, a fin de que ocurran a este Juzgado a deducirlo dentro del término de 30 treinta días contados a partir del siguiente al de la publicación del presente edicto, lo anterior con fundamento en lo dispuesto por el artículo 819 del Código de Procedimientos Civiles para el Estado de Nuevo León. Monterrey, Nuevo León, a 18 dieciocho de febrero de 2026 dos mil veintiséis. <box>732 1020 945 1222</box>
edicto-heading: EDICTO <box>365 1392 399 1402</box>
edicto-signature: MARIA TRINIDAD LOZANO MARTINEZ C. SECRETARIO ADSCRITO AL JUZGADO TERCERO DE LO CIVIL (4, 5 y 6) <box>67 1646 239 1687</box>
edicto-heading: EDICTO <box>1049 832 1084 842</box>
edicto-paragraph: Domicilio: Ignorado. <box>960 855 1036 865</box>
edicto-paragraph: Monterrey, Nuevo León, a 12 de enero de 2026. <box>732 943 915 953</box>
edicto-paragraph: En fecha 30 treinta de agosto del año 2025 dos mil veinticinco, se admitió a trámite ante este Juzgado Primero de Juicio Familiar Oral del Segundo Distrito Judicial del Estado, bajo el expediente judicial número 1120/2025, el Juicio Oral de divorcio incausado promovido por Jonathan Guillermo Castillo Reyes en contra de Fabiola Alejandra Ruiz Camarillo, ordenándose emplazar a la parte demandada para que dentro del término de 09 nueve días acudiera al local de este Juzgado a producir su contestación y a oponer las excepciones y defensas de su intención si las tuviere. Ahora bien, toda vez que no fue posible localizar a la parte demandada en los domicilios proporcionados por las diversas dependencias a las que se les solicitó su búsqueda y localización, mediante proveído de fecha 26 veintiséis de enero de 2026 dos mil veintiséis esta Autoridad ordenó emplazar a la aludida demandada por medio de edictos que se publicarán por tres veces consecutivas tanto en el Periódico Oficial del Estado, en el Boletín Judicial y en alguno de los periódicos de mayor circulación en el Estado, a fin de que dentro del término de 9 nueve días acuda al local de este Juzgado a producir su contestación. Aclaración hecha de que la notificación realizada en esta forma empieza a surtir sus efectos a los 10 diez días contados desde el día siguiente al de la última publicación, quedando en la Secretaría de la Coordinación de Gestión Judicial Familiar Oral de este Distrito Judicial a disposición de la parte demandada las copias de traslado de la demanda y documentos acompañados para su debida instrucción. Finalmente, acorde con lo preceptuado por el artículo 68 del Código de Procedimientos Civiles del Estado, prevéngase a la parte demandada a fin de que señale domicilio para oír y recibir notificaciones dentro de los municipios a que alude el numeral citado con antelación, apercibida de que en caso de no hacerlo así las subsecuentes notificaciones de carácter personal se le harán por medio de los estrados de este Juzgado. Guadalupe, Nuevo León, a 29 de enero de 2026. <box>960 865 1173 1260</box>
